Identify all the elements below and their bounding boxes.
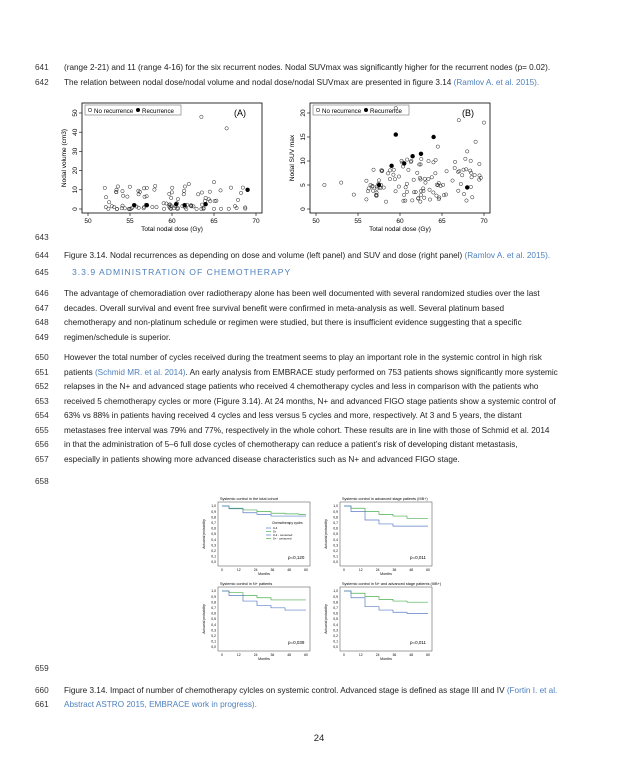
y-tick-label: 0,4: [333, 622, 338, 627]
paragraph-2-line: However the total number of cycles received during the treatment seems to play an important role in the systemic control in high risk: [64, 353, 542, 362]
x-tick-label: 60: [396, 218, 404, 225]
data-point: [154, 184, 157, 187]
data-point-recurrence: [394, 132, 398, 136]
data-point: [444, 193, 447, 196]
y-tick-label: 1,0: [211, 589, 216, 594]
panel-label: (B): [462, 108, 474, 118]
x-tick-label: 36: [270, 653, 275, 657]
data-point: [457, 189, 460, 192]
y-axis-label: Actuarial probability: [324, 604, 328, 634]
x-axis-label: Total nodal dose (Gy): [141, 226, 203, 233]
y-axis-label: Actuarial probability: [202, 604, 206, 634]
y-tick-label: 30: [72, 147, 79, 156]
data-point: [462, 192, 465, 195]
x-tick-label: 36: [392, 568, 397, 572]
y-axis-label: Nodal SUV max: [289, 134, 296, 182]
citation: (Schmid MR. et al. 2014): [94, 368, 186, 377]
y-tick-label: 50: [72, 109, 79, 117]
paragraph-1-line: The advantage of chemoradiation over radiotherapy alone has been well documented with several randomized studies over the last: [64, 289, 540, 298]
data-point-recurrence: [203, 202, 207, 206]
legend: [313, 105, 409, 115]
data-point: [397, 175, 400, 178]
data-point-recurrence: [402, 161, 406, 165]
data-point: [457, 119, 460, 122]
curve-0-4: [344, 506, 428, 526]
legend-entry: 5+: [273, 529, 277, 534]
x-tick-label: 12: [236, 568, 241, 572]
text-line: The relation between nodal dose/nodal volume and nodal dose/nodal SUVmax are presented in figure 3.14 (Ramlov A. et al. 2015).: [64, 78, 540, 87]
paragraph-2-line: relapses in the N+ and advanced stage patients who received 4 chemotherapy cycles and less in comparison with the patients who: [64, 382, 539, 391]
data-point: [121, 189, 124, 192]
x-tick-label: 50: [312, 218, 320, 225]
data-point: [200, 191, 203, 194]
data-point: [442, 193, 445, 196]
data-point: [420, 157, 423, 160]
panel-title: Systemic control in N+ patients: [220, 582, 273, 586]
data-point: [352, 193, 355, 196]
legend-marker: [136, 108, 140, 112]
data-point-recurrence: [245, 188, 249, 192]
x-tick-label: 60: [304, 653, 308, 657]
x-tick-label: 24: [253, 568, 258, 572]
data-point-recurrence: [174, 202, 178, 206]
panel-label: (A): [234, 108, 246, 118]
y-tick-label: 0,7: [333, 606, 338, 610]
y-tick-label: 1,0: [211, 504, 216, 509]
data-point: [372, 168, 375, 171]
y-tick-label: 20: [300, 109, 307, 117]
data-point: [365, 198, 368, 201]
data-point: [470, 176, 473, 179]
data-point: [170, 191, 173, 194]
panel-title: Systemic control in advanced stage patients (IIIB+): [342, 497, 428, 501]
citation: (Fortin I. et al.: [506, 686, 558, 695]
x-tick-label: 65: [438, 218, 446, 225]
p-value: p=0,039: [288, 640, 305, 645]
curve-0-4: [222, 506, 306, 516]
x-tick-label: 60: [304, 568, 308, 572]
data-point: [445, 170, 448, 173]
x-tick-label: 48: [287, 568, 292, 572]
x-tick-label: 60: [426, 568, 430, 572]
legend-marker: [364, 108, 368, 112]
y-tick-label: 0,1: [333, 639, 338, 644]
data-point: [468, 169, 471, 172]
y-tick-label: 0,0: [211, 645, 216, 650]
x-tick-label: 0: [221, 568, 223, 572]
data-point: [340, 181, 343, 184]
data-point: [478, 162, 481, 165]
y-tick-label: 0,3: [211, 543, 216, 548]
data-point: [393, 178, 396, 181]
legend: [85, 105, 181, 115]
y-tick-label: 0,5: [211, 532, 216, 537]
y-tick-label: 0,8: [333, 600, 338, 605]
figure-systemic-control: [196, 494, 442, 670]
data-point: [103, 186, 106, 189]
data-point: [239, 191, 242, 194]
data-point: [183, 185, 186, 188]
data-point: [114, 190, 117, 193]
paragraph-2-line: 63% vs 88% in patients having received 4 cycles and less versus 5 cycles and more, respectively. At 3 and 5 years, the distant: [64, 411, 522, 420]
citation: (Ramlov A. et al. 2015).: [453, 78, 540, 87]
y-tick-label: 10: [300, 157, 307, 165]
data-point: [153, 188, 156, 191]
paragraph-1-line: chemotherapy and non-platinum schedule or regimen were studied, but there is insufficient evidence suggesting that a specific: [64, 318, 522, 327]
y-tick-label: 0,7: [333, 521, 338, 525]
citation: Abstract ASTRO 2015, EMBRACE work in progress).: [64, 700, 257, 709]
y-axis-label: Nodal volume (cm3): [61, 128, 68, 188]
y-tick-label: 0,5: [211, 617, 216, 622]
y-tick-label: 0,2: [211, 549, 216, 553]
x-axis-label: Months: [258, 657, 270, 661]
survival-panel: [202, 497, 310, 576]
data-point: [482, 121, 485, 124]
x-tick-label: 36: [270, 568, 275, 572]
data-point: [116, 185, 119, 188]
paragraph-2-line: metastases free interval was 79% and 77%, respectively in the whole cohort. These results are in line with those of Schmid et al. 2014: [64, 426, 550, 435]
y-tick-label: 15: [300, 133, 307, 141]
legend-entry: 0-4: [273, 526, 278, 530]
p-value: p=0,120: [288, 555, 305, 560]
data-point: [469, 171, 472, 174]
data-point: [200, 203, 203, 206]
data-point: [388, 169, 391, 172]
data-point: [386, 172, 389, 175]
data-point: [423, 177, 426, 180]
paragraph-1-line: decades. Overall survival and event free survival benefit were confirmed in meta-analysis as well. Several platinum based: [64, 304, 505, 313]
x-axis-label: Months: [258, 572, 270, 576]
y-tick-label: 0,3: [333, 628, 338, 633]
figure-caption-1: Figure 3.14. Nodal recurrences as depending on dose and volume (left panel) and SUV and dose (right panel) (Ramlov A. et al. 2015).: [64, 251, 551, 260]
data-point: [459, 182, 462, 185]
x-axis-label: Months: [380, 657, 392, 661]
y-tick-label: 5: [300, 183, 307, 187]
data-point: [162, 207, 165, 210]
x-tick-label: 70: [480, 218, 488, 225]
data-point: [212, 207, 215, 210]
y-tick-label: 1,0: [333, 589, 338, 594]
data-point: [428, 198, 431, 201]
y-tick-label: 0,7: [211, 521, 216, 525]
data-point: [411, 199, 414, 202]
curve-5plus: [344, 591, 428, 602]
data-point: [434, 172, 437, 175]
data-point: [168, 192, 171, 195]
y-tick-label: 0: [72, 207, 79, 211]
data-point: [416, 171, 419, 174]
data-point: [236, 198, 239, 201]
data-point: [196, 193, 199, 196]
data-point: [432, 191, 435, 194]
plot-frame: [310, 103, 490, 213]
data-point: [145, 195, 148, 198]
x-tick-label: 12: [236, 653, 241, 657]
y-tick-label: 0,6: [211, 611, 216, 616]
y-tick-label: 0,2: [211, 634, 216, 638]
data-point-recurrence: [389, 164, 393, 168]
data-point: [229, 186, 232, 189]
data-point: [473, 173, 476, 176]
p-value: p=0,011: [410, 640, 427, 645]
data-point: [377, 179, 380, 182]
data-point: [371, 189, 374, 192]
data-point: [460, 174, 463, 177]
data-point: [397, 185, 400, 188]
data-point: [419, 193, 422, 196]
paragraph-top: [64, 63, 564, 73]
data-point: [219, 189, 222, 192]
y-tick-label: 0,4: [211, 537, 216, 542]
page-number: 24: [313, 733, 325, 744]
data-point: [170, 186, 173, 189]
section-heading: 3.3.9 ADMINISTRATION OF CHEMOTHERAPY: [72, 267, 292, 277]
data-point: [466, 150, 469, 153]
data-point-recurrence: [431, 135, 435, 139]
citation: (Ramlov A. et al. 2015).: [464, 251, 551, 260]
y-tick-label: 0,3: [333, 543, 338, 548]
y-tick-label: 0,4: [333, 537, 338, 542]
data-point: [424, 181, 427, 184]
data-point: [107, 201, 110, 204]
data-point: [104, 196, 107, 199]
data-point: [121, 194, 124, 197]
y-tick-label: 0,9: [333, 509, 338, 514]
figure-nodal-recurrence: [58, 95, 498, 243]
y-tick-label: 0,5: [333, 617, 338, 622]
data-point: [241, 186, 244, 189]
data-point: [422, 196, 425, 199]
paragraph-1-line: regimen/schedule is superior.: [64, 333, 171, 342]
data-point: [128, 185, 131, 188]
y-tick-label: 0,6: [333, 526, 338, 531]
figure-caption-2: Figure 3.14. Impact of number of chemotherapy cylcles on systemic control. Advanced stage is defined as stage III and IV (Fortin I. et al.: [64, 686, 558, 695]
data-point: [388, 177, 391, 180]
data-point: [176, 207, 179, 210]
data-point: [219, 207, 222, 210]
data-point-recurrence: [132, 203, 136, 207]
paragraph-2-line: received 5 chemotherapy cycles or more (Figure 3.14). At 24 months, N+ and advanced FIGO stage patients show a systemic control of: [64, 397, 556, 406]
data-point: [187, 182, 190, 185]
data-point: [405, 190, 408, 193]
y-tick-label: 0,0: [211, 560, 216, 565]
y-tick-label: 10: [72, 186, 79, 194]
x-tick-label: 50: [84, 218, 92, 225]
data-point: [435, 194, 438, 197]
x-tick-label: 12: [358, 568, 363, 572]
data-point: [453, 166, 456, 169]
data-point: [427, 177, 430, 180]
data-point: [107, 207, 110, 210]
data-point: [471, 196, 474, 199]
y-axis-label: Actuarial probability: [324, 519, 328, 549]
data-point: [365, 179, 368, 182]
y-tick-label: 0,6: [333, 611, 338, 616]
y-tick-label: 0,1: [211, 639, 216, 644]
data-point: [465, 199, 468, 202]
paragraph-2-line: in that the administration of 5–6 full dose cycles of chemotherapy can reduce a patient’s risk of developing distant metastasis,: [64, 440, 518, 449]
x-tick-label: 24: [375, 568, 380, 572]
y-tick-label: 1,0: [333, 504, 338, 509]
data-point: [427, 159, 430, 162]
data-point: [453, 160, 456, 163]
data-point: [419, 189, 422, 192]
x-tick-label: 70: [252, 218, 260, 225]
x-tick-label: 24: [253, 653, 258, 657]
legend-entry: 5+ - censored: [273, 536, 292, 541]
x-axis-label: Total nodal dose (Gy): [369, 226, 431, 233]
survival-panel: [202, 582, 310, 661]
data-point: [176, 197, 179, 200]
x-tick-label: 65: [210, 218, 218, 225]
data-point: [432, 161, 435, 164]
survival-panel: [324, 582, 442, 661]
data-point-recurrence: [465, 185, 469, 189]
data-point: [155, 205, 158, 208]
curve-5plus: [344, 506, 428, 518]
data-point: [208, 190, 211, 193]
data-point: [392, 168, 395, 171]
panel-title: Systemic control in the total cohort: [220, 497, 279, 501]
y-tick-label: 0: [300, 207, 307, 211]
data-point: [474, 140, 477, 143]
y-tick-label: 0,9: [211, 509, 216, 514]
data-point: [402, 193, 405, 196]
data-point-recurrence: [419, 152, 423, 156]
data-point: [151, 205, 154, 208]
x-axis-label: Months: [380, 572, 392, 576]
data-point: [182, 189, 185, 192]
data-point: [456, 170, 459, 173]
data-point: [212, 180, 215, 183]
legend-entry: No recurrence: [322, 108, 362, 115]
curve-0-4: [222, 591, 306, 610]
panel-title: Systemic control in N+ and advanced stage patients (IIIB+): [342, 582, 441, 586]
data-point: [409, 160, 412, 163]
y-tick-label: 0,0: [333, 560, 338, 565]
x-tick-label: 48: [287, 653, 292, 657]
figure-caption-2-line2: [64, 700, 564, 710]
data-point: [323, 183, 326, 186]
data-point: [384, 200, 387, 203]
paragraph-2-line: patients (Schmid MR. et al. 2014). An early analysis from EMBRACE study performed on 753 patients shows significantly more systemic: [64, 368, 558, 377]
y-tick-label: 0,5: [333, 532, 338, 537]
data-point: [404, 186, 407, 189]
x-tick-label: 60: [426, 653, 430, 657]
y-tick-label: 0,7: [211, 606, 216, 610]
y-tick-label: 0,8: [211, 515, 216, 520]
legend-entry: Recurrence: [370, 108, 402, 115]
data-point: [227, 207, 230, 210]
data-point: [407, 168, 410, 171]
data-point: [405, 158, 408, 161]
x-tick-label: 48: [409, 653, 414, 657]
data-point: [412, 178, 415, 181]
p-value: p=0,011: [410, 555, 427, 560]
legend-entry: 0-4 - censored: [273, 533, 293, 537]
y-tick-label: 0,2: [333, 634, 338, 638]
y-tick-label: 0,6: [211, 526, 216, 531]
y-tick-label: 0,1: [333, 554, 338, 559]
x-tick-label: 0: [221, 653, 223, 657]
paragraph-top-2: [64, 78, 564, 88]
data-point-recurrence: [377, 183, 381, 187]
data-point-recurrence: [145, 203, 149, 207]
data-point: [469, 159, 472, 162]
y-tick-label: 0,8: [333, 515, 338, 520]
data-point: [225, 127, 228, 130]
curve-5plus: [222, 506, 306, 514]
data-point: [405, 182, 408, 185]
x-tick-label: 55: [354, 218, 362, 225]
x-tick-label: 12: [358, 653, 363, 657]
legend-entry: Recurrence: [142, 108, 174, 115]
legend-entry: No recurrence: [94, 108, 134, 115]
text-line: (range 2-21) and 11 (range 4-16) for the six recurrent nodes. Nodal SUVmax was significantly higher for the recurrent nodes (p= 0.02).: [64, 63, 551, 72]
x-tick-label: 48: [409, 568, 414, 572]
data-point: [143, 195, 146, 198]
y-axis-label: Actuarial probability: [202, 519, 206, 549]
x-tick-label: 60: [168, 218, 176, 225]
y-tick-label: 20: [72, 166, 79, 175]
data-point: [469, 185, 472, 188]
data-point: [115, 207, 118, 210]
y-tick-label: 0,9: [211, 594, 216, 599]
data-point: [195, 207, 198, 210]
data-point: [126, 195, 129, 198]
data-point: [200, 115, 203, 118]
x-tick-label: 0: [343, 653, 345, 657]
data-point: [169, 196, 172, 199]
legend-title: Chemotherapy cycles: [272, 521, 303, 525]
data-point: [392, 173, 395, 176]
y-tick-label: 40: [72, 128, 79, 136]
x-tick-label: 55: [126, 218, 134, 225]
data-point: [430, 176, 433, 179]
data-point: [394, 190, 397, 193]
data-point: [182, 193, 185, 196]
data-point: [464, 157, 467, 160]
y-tick-label: 0,4: [211, 622, 216, 627]
data-point: [419, 200, 422, 203]
data-point: [434, 158, 437, 161]
paragraph-2-line: especially in patients showing more advanced disease characteristics such as N+ and advanced FIGO stage.: [64, 455, 460, 464]
y-tick-label: 0,1: [211, 554, 216, 559]
y-tick-label: 0,8: [211, 600, 216, 605]
y-tick-label: 0,2: [333, 549, 338, 553]
x-tick-label: 36: [392, 653, 397, 657]
survival-panel: [324, 497, 432, 576]
data-point: [436, 145, 439, 148]
data-point-recurrence: [410, 154, 414, 158]
x-tick-label: 0: [343, 568, 345, 572]
data-point-recurrence: [182, 203, 186, 207]
data-point: [428, 188, 431, 191]
y-tick-label: 0,0: [333, 645, 338, 650]
y-tick-label: 0,9: [333, 594, 338, 599]
y-tick-label: 0,3: [211, 628, 216, 633]
x-tick-label: 24: [375, 653, 380, 657]
data-point: [451, 179, 454, 182]
